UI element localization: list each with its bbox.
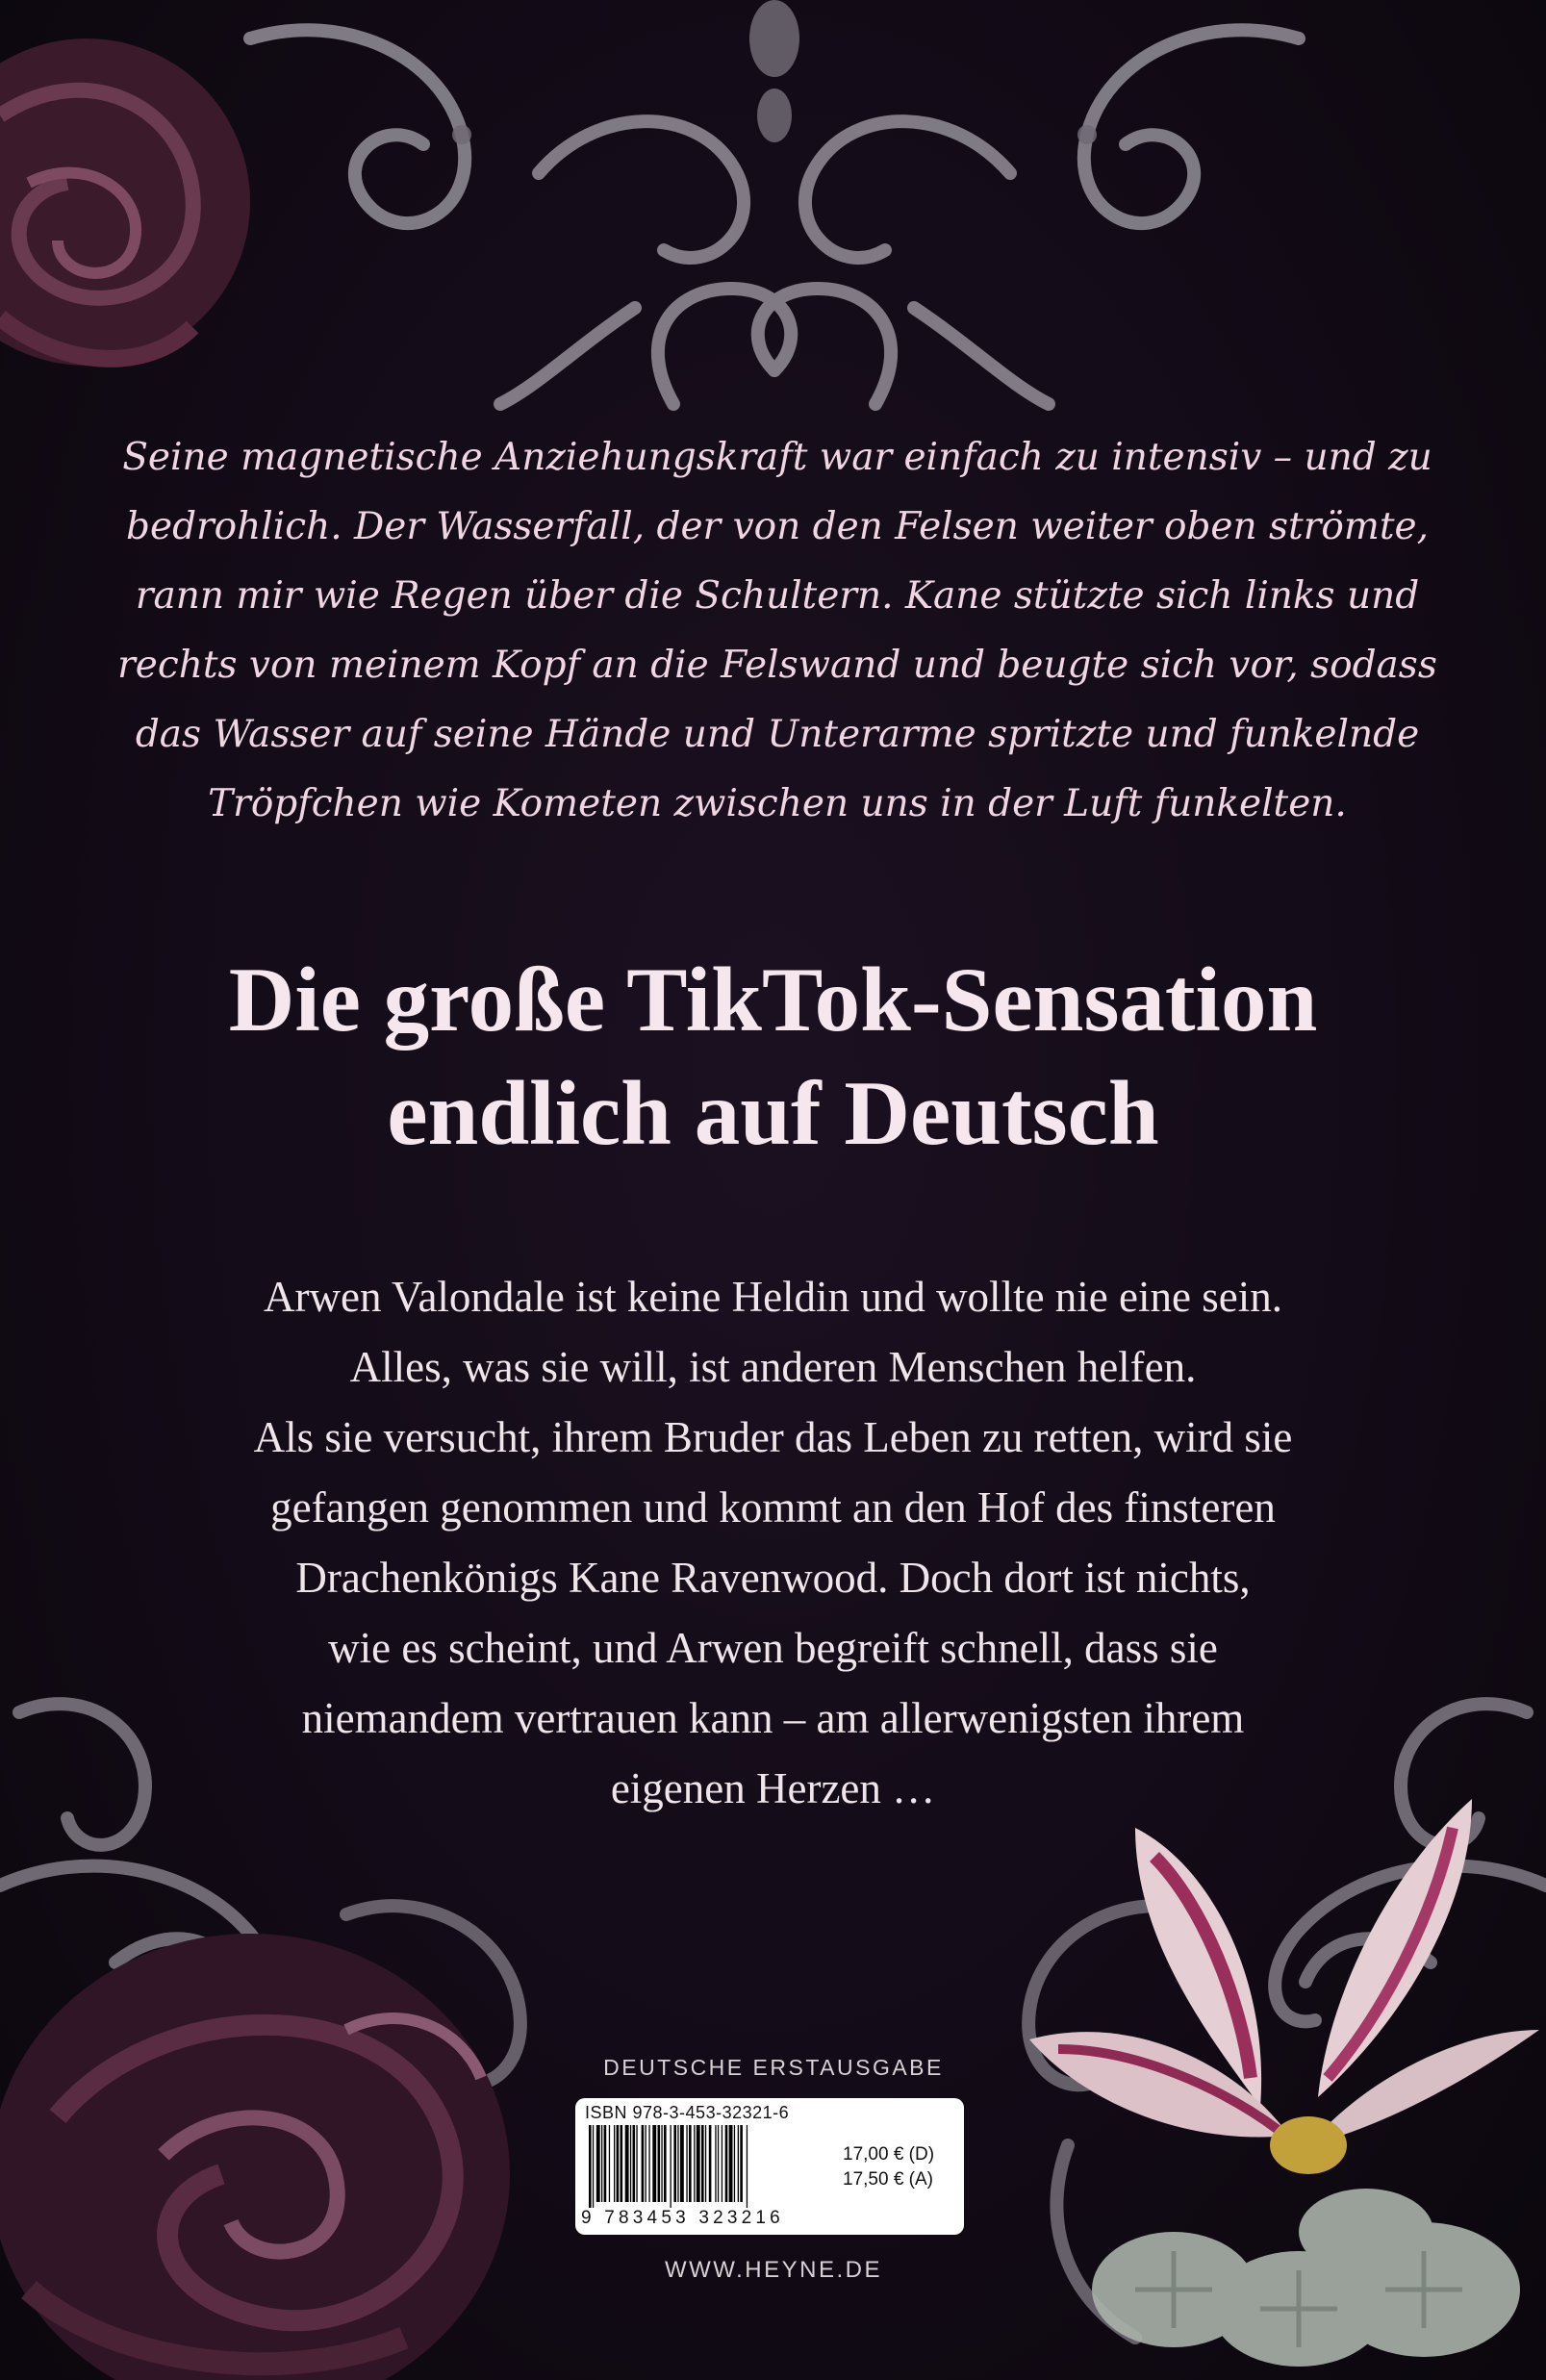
barcode-bar <box>625 2125 629 2202</box>
barcode-bar <box>630 2125 631 2202</box>
barcode-bar <box>664 2125 667 2202</box>
edition-label: DEUTSCHE ERSTAUSGABE <box>603 2055 944 2080</box>
barcode-bar <box>617 2125 620 2202</box>
blurb-line: eigenen Herzen … <box>610 1764 936 1812</box>
barcode-bar <box>589 2125 592 2208</box>
blurb-line: gefangen genommen und kommt an den Hof des finsteren <box>270 1483 1276 1532</box>
barcode-bar <box>738 2125 739 2202</box>
barcode-bar <box>609 2125 610 2202</box>
headline-line-1: Die große TikTok-Sensation <box>228 949 1318 1051</box>
blurb-line: Als sie versucht, ihrem Bruder das Leben zu retten, wird sie <box>253 1413 1293 1461</box>
blurb-line: Alles, was sie will, ist anderen Menschen helfen. <box>349 1343 1197 1391</box>
barcode-bar <box>709 2125 712 2202</box>
excerpt-quote <box>85 423 1470 839</box>
barcode-bar <box>621 2125 623 2202</box>
barcode-bar <box>673 2125 676 2202</box>
barcode-bar <box>697 2125 700 2202</box>
blurb-line: Arwen Valondale ist keine Heldin und wollte nie eine sein. <box>264 1273 1282 1321</box>
barcode-bar <box>614 2125 615 2202</box>
quote-line: Tröpfchen wie Kometen zwischen uns in der Luft funkelten. <box>208 782 1347 825</box>
barcode-bar <box>725 2125 728 2202</box>
barcode-bar <box>677 2125 678 2202</box>
barcode-bar <box>652 2125 656 2202</box>
quote-line: bedrohlich. Der Wasserfall, der von den Felsen weiter oben strömte, <box>126 505 1429 548</box>
publisher-website[interactable]: WWW.HEYNE.DE <box>665 2257 882 2283</box>
barcode-bar <box>694 2125 695 2202</box>
isbn-text: ISBN 978-3-453-32321-6 <box>585 2103 790 2122</box>
rose-bottom-left <box>0 1886 539 2380</box>
barcode-bar <box>642 2125 645 2202</box>
barcode-bar <box>596 2125 600 2202</box>
blurb-line: Drachenkönigs Kane Ravenwood. Doch dort ist nichts, <box>295 1554 1251 1602</box>
rose-icon <box>0 1886 539 2380</box>
blurb-line: wie es scheint, und Arwen begreift schnell, dass sie <box>328 1624 1218 1672</box>
quote-line: das Wasser auf seine Hände und Unterarme spritzte und funkelnde <box>135 713 1420 756</box>
barcode-bar <box>601 2125 602 2202</box>
barcode-bar <box>715 2125 716 2202</box>
top-ornament <box>135 0 1414 423</box>
barcode-bar <box>633 2125 636 2202</box>
price-austria: 17,50 € (A) <box>843 2169 933 2190</box>
magnolia-bottom-right <box>1020 1789 1546 2380</box>
barcode-bar <box>658 2125 661 2202</box>
barcode-bar <box>729 2125 733 2202</box>
barcode-bar <box>680 2125 684 2202</box>
headline-line-2: endlich auf Deutsch <box>387 1062 1159 1164</box>
barcode-bar <box>648 2125 649 2202</box>
synopsis-blurb <box>96 1262 1450 1824</box>
barcode-bar <box>671 2125 672 2208</box>
barcode-bar <box>718 2125 719 2202</box>
magnolia-icon <box>1020 1789 1546 2380</box>
barcode-bar <box>705 2125 706 2202</box>
barcode-bar <box>593 2125 594 2208</box>
barcode-bar <box>701 2125 704 2202</box>
barcode-bar <box>689 2125 692 2202</box>
barcode-bar <box>747 2125 748 2208</box>
barcode-bar <box>636 2125 637 2202</box>
headline <box>96 943 1450 1170</box>
ean-number: 9 783453 323216 <box>581 2208 784 2228</box>
rose-top-left <box>0 0 250 418</box>
barcode-icon <box>585 2125 833 2208</box>
rose-icon <box>0 0 250 414</box>
barcode-box <box>575 2098 964 2235</box>
barcode-bar <box>740 2125 743 2202</box>
barcode-bar <box>604 2125 607 2202</box>
price-germany: 17,00 € (D) <box>843 2144 935 2165</box>
barcode-bar <box>661 2125 662 2202</box>
blurb-line: niemandem vertrauen kann – am allerwenigsten ihrem <box>301 1694 1245 1742</box>
scrollwork-ornament-top-icon <box>135 0 1414 423</box>
quote-line: Seine magnetische Anziehungskraft war einfach zu intensiv – und zu <box>122 436 1432 479</box>
barcode-bar <box>734 2125 735 2202</box>
quote-line: rann mir wie Regen über die Schultern. Kane stützte sich links und <box>135 574 1420 618</box>
quote-line: rechts von meinem Kopf an die Felswand und beugte sich vor, sodass <box>117 644 1437 687</box>
barcode-bar <box>686 2125 687 2202</box>
